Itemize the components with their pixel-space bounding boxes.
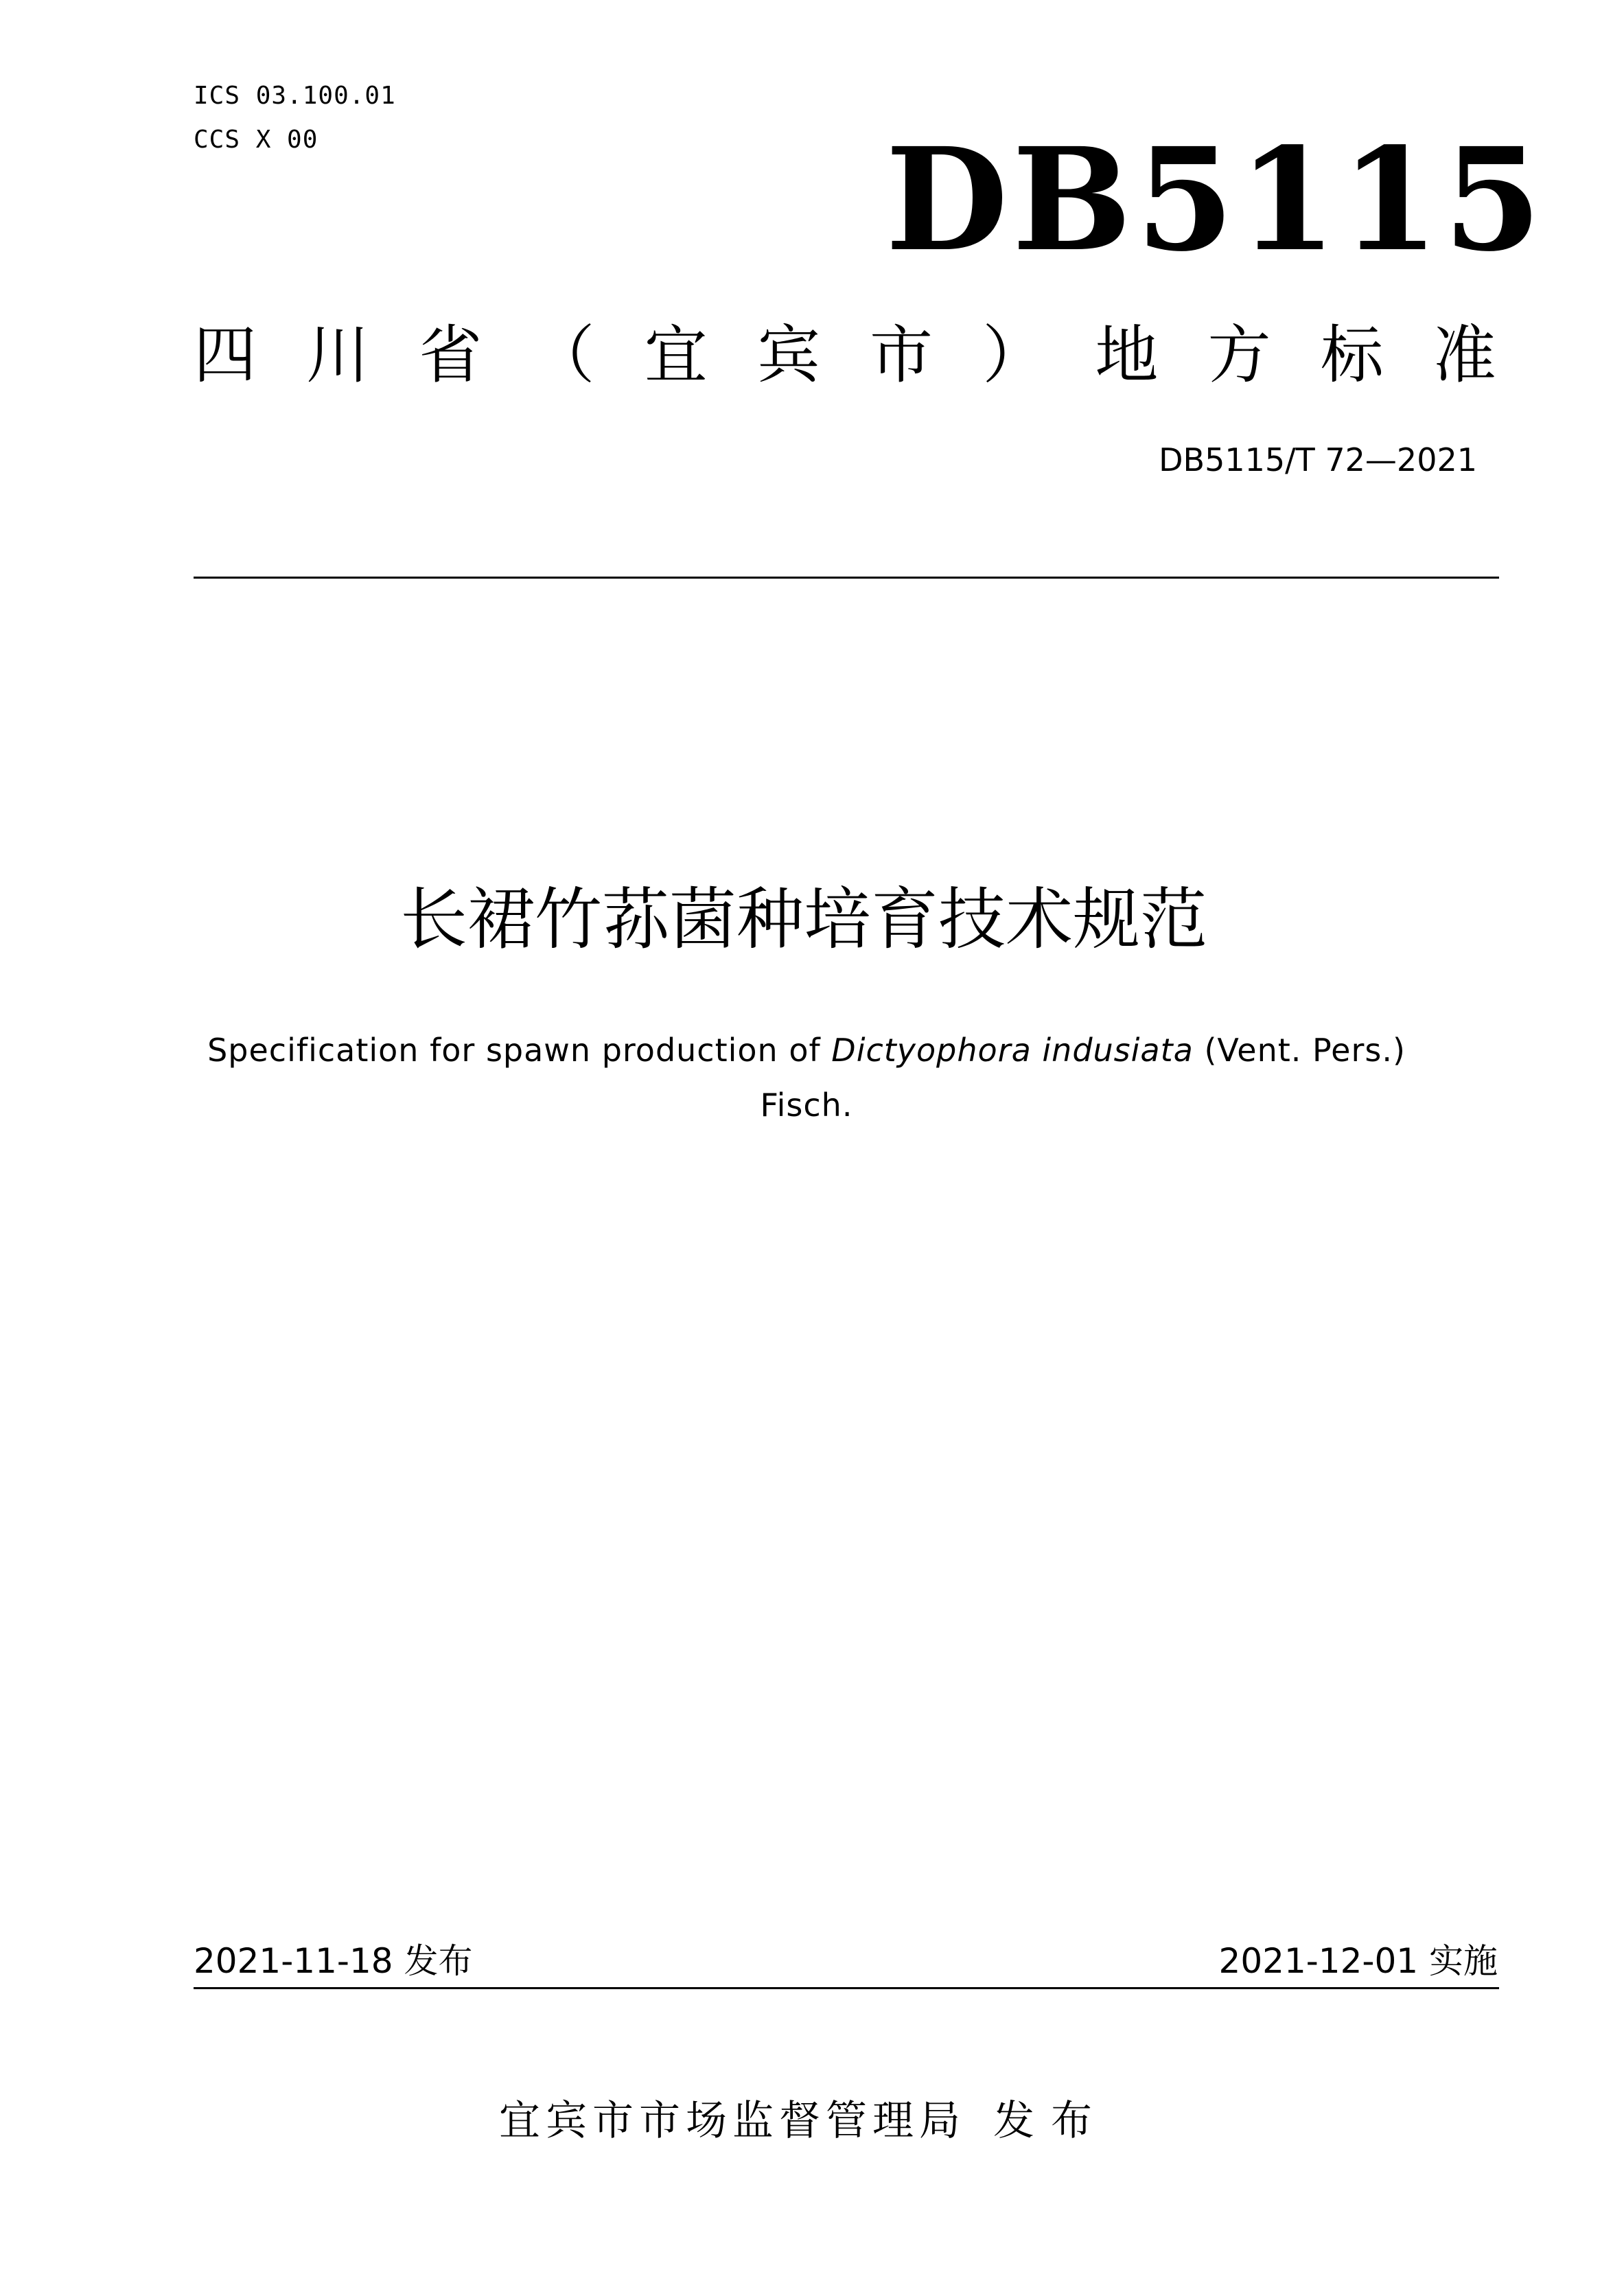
- standard-type-char: 准: [1432, 318, 1496, 392]
- header-divider: [194, 577, 1499, 579]
- standard-type-char: 地: [1095, 318, 1159, 392]
- standard-type-char: 四: [194, 318, 257, 392]
- publisher-verb: 发布: [993, 2097, 1109, 2145]
- title-english-line2: Fisch.: [760, 1087, 853, 1124]
- publisher: [0, 2094, 1616, 2148]
- standard-type-char: 川: [306, 318, 370, 392]
- ics-code: ICS 03.100.01: [194, 82, 396, 110]
- title-english: [103, 1023, 1510, 1133]
- footer-divider: [194, 1987, 1499, 1989]
- issue-date: 2021-11-18 发布: [194, 1941, 473, 1981]
- standard-logo: DB5115: [885, 117, 1546, 283]
- standard-type-char: 标: [1320, 318, 1384, 392]
- standard-type-char: 市: [870, 318, 933, 392]
- standard-type: [194, 314, 1496, 397]
- standard-type-char: （: [531, 318, 595, 392]
- standard-type-char: 方: [1207, 318, 1271, 392]
- standard-type-char: ）: [982, 318, 1046, 392]
- implementation-date: 2021-12-01 实施: [1218, 1941, 1498, 1981]
- standard-number: DB5115/T 72—2021: [1159, 441, 1477, 478]
- title-english-suffix: (Vent. Pers.): [1193, 1032, 1406, 1069]
- title-english-species: Dictyophora indusiata: [831, 1032, 1194, 1069]
- standard-type-char: 省: [419, 318, 483, 392]
- standard-type-char: 宾: [756, 318, 820, 392]
- ccs-code: CCS X 00: [194, 126, 318, 154]
- standard-type-char: 宜: [644, 318, 708, 392]
- publisher-name: 宜宾市市场监督管理局: [499, 2097, 966, 2145]
- title-chinese: 长裙竹荪菌种培育技术规范: [399, 881, 1207, 959]
- title-english-prefix: Specification for spawn production of: [207, 1032, 832, 1069]
